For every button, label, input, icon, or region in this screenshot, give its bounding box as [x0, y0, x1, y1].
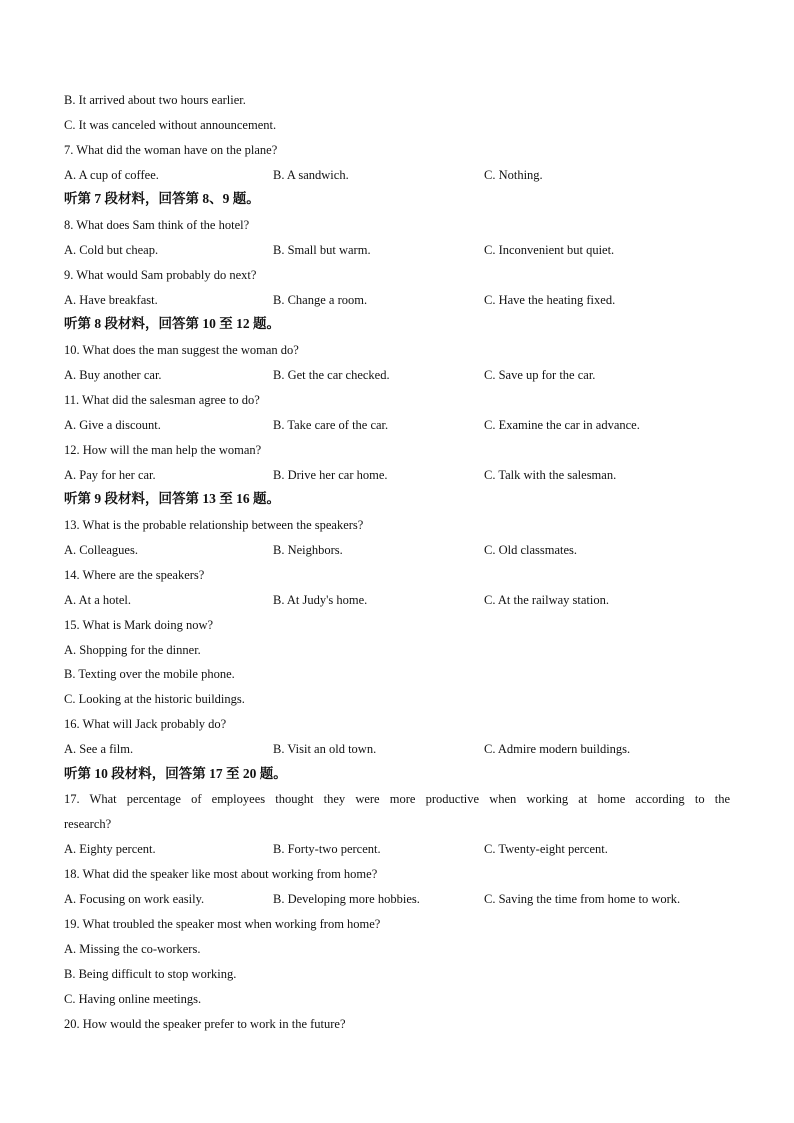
option-line-a: A. Shopping for the dinner.: [64, 643, 201, 657]
question-17-cont: research?: [64, 817, 112, 831]
section-heading-7: 听第 7 段材料，回答第 8、9 题。: [64, 191, 260, 206]
question-12: 12. How will the man help the woman?: [64, 443, 262, 457]
option-c: C. Talk with the salesman.: [484, 468, 617, 482]
question-20: 20. How would the speaker prefer to work in the future?: [64, 1017, 346, 1031]
option-b: B. At Judy's home.: [273, 593, 368, 607]
option-b: B. Developing more hobbies.: [273, 892, 420, 906]
option-c: C. Have the heating fixed.: [484, 293, 616, 307]
option-line-b: B. It arrived about two hours earlier.: [64, 93, 246, 107]
question-15: 15. What is Mark doing now?: [64, 618, 214, 632]
option-b: B. A sandwich.: [273, 168, 349, 182]
option-c: C. Save up for the car.: [484, 368, 596, 382]
option-a: A. At a hotel.: [64, 593, 132, 607]
option-a: A. A cup of coffee.: [64, 168, 159, 182]
question-11: 11. What did the salesman agree to do?: [64, 393, 260, 407]
question-7: 7. What did the woman have on the plane?: [64, 143, 278, 157]
question-9: 9. What would Sam probably do next?: [64, 268, 257, 282]
question-10: 10. What does the man suggest the woman do?: [64, 343, 299, 357]
option-b: B. Change a room.: [273, 293, 368, 307]
question-14: 14. Where are the speakers?: [64, 568, 205, 582]
option-c: C. Saving the time from home to work.: [484, 892, 681, 906]
option-c: C. Admire modern buildings.: [484, 742, 631, 756]
option-a: A. Buy another car.: [64, 368, 162, 382]
option-line-b: B. Texting over the mobile phone.: [64, 667, 235, 681]
section-heading-10: 听第 10 段材料，回答第 17 至 20 题。: [64, 766, 287, 781]
option-c: C. Inconvenient but quiet.: [484, 243, 615, 257]
option-c: C. At the railway station.: [484, 593, 609, 607]
option-c: C. Nothing.: [484, 168, 543, 182]
option-a: A. Have breakfast.: [64, 293, 158, 307]
question-19: 19. What troubled the speaker most when working from home?: [64, 917, 381, 931]
option-line-c: C. Having online meetings.: [64, 992, 202, 1006]
option-b: B. Take care of the car.: [273, 418, 389, 432]
option-a: A. See a film.: [64, 742, 134, 756]
option-line-b: B. Being difficult to stop working.: [64, 967, 237, 981]
option-line-c: C. It was canceled without announcement.: [64, 118, 277, 132]
option-b: B. Get the car checked.: [273, 368, 390, 382]
option-c: C. Old classmates.: [484, 543, 578, 557]
option-line-a: A. Missing the co-workers.: [64, 942, 201, 956]
question-18: 18. What did the speaker like most about working from home?: [64, 867, 378, 881]
question-13: 13. What is the probable relationship between the speakers?: [64, 518, 364, 532]
option-a: A. Cold but cheap.: [64, 243, 159, 257]
section-heading-9: 听第 9 段材料，回答第 13 至 16 题。: [64, 491, 280, 506]
option-b: B. Forty-two percent.: [273, 842, 381, 856]
option-b: B. Neighbors.: [273, 543, 343, 557]
question-16: 16. What will Jack probably do?: [64, 717, 227, 731]
question-8: 8. What does Sam think of the hotel?: [64, 218, 250, 232]
option-c: C. Examine the car in advance.: [484, 418, 640, 432]
option-a: A. Colleagues.: [64, 543, 138, 557]
option-a: A. Focusing on work easily.: [64, 892, 205, 906]
option-c: C. Twenty-eight percent.: [484, 842, 608, 856]
option-b: B. Small but warm.: [273, 243, 371, 257]
section-heading-8: 听第 8 段材料，回答第 10 至 12 题。: [64, 316, 280, 331]
question-17: 17. What percentage of employees thought they were more productive when working at home according to the: [64, 792, 730, 806]
option-a: A. Pay for her car.: [64, 468, 156, 482]
option-a: A. Give a discount.: [64, 418, 161, 432]
option-b: B. Drive her car home.: [273, 468, 388, 482]
option-a: A. Eighty percent.: [64, 842, 156, 856]
option-b: B. Visit an old town.: [273, 742, 377, 756]
option-line-c: C. Looking at the historic buildings.: [64, 692, 245, 706]
